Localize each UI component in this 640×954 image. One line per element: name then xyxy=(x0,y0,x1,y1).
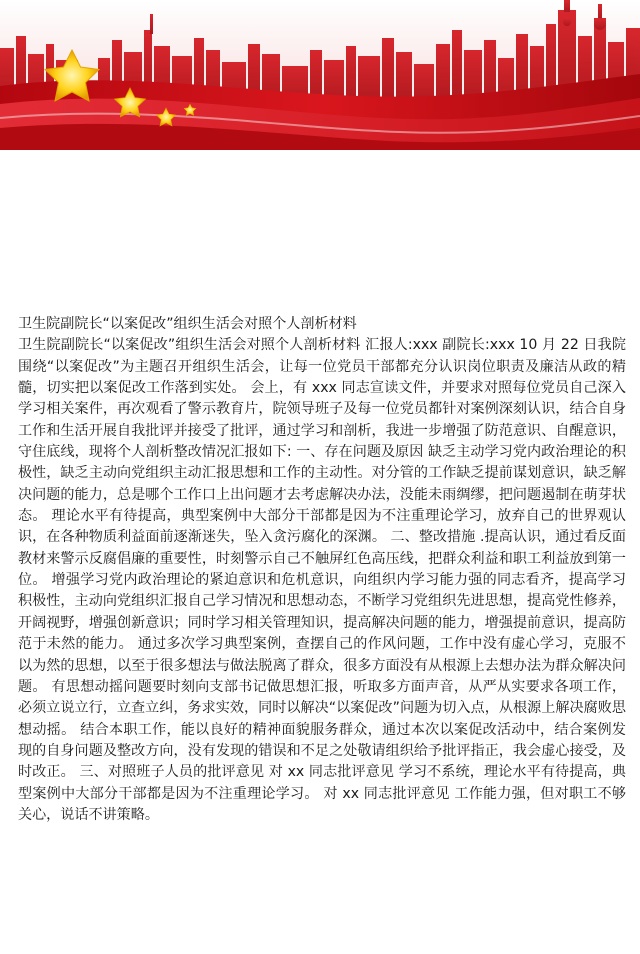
document-title: 卫生院副院长“以案促改”组织生活会对照个人剖析材料 xyxy=(18,316,357,332)
document-text xyxy=(18,314,626,826)
document-body: 卫生院副院长“以案促改”组织生活会对照个人剖析材料 汇报人:xxx 副院长:xxx 10 月 22 日我院围绕“以案促改”为主题召开组织生活会，让每一位党员干部都充分认识岗位职责及廉洁从政的精髓，切实把以案促改工作落到实处。 会上，有 xxx 同志宣读文件，并要求对照每位党员自己深入学习相关案件，再次观看了警示教育片，院领导班子及每一位党员都针对案例深刻认识，结合自身工作和生活开展自我批评并接受了批评，通过学习和剖析，我进一步增强了防范意识、自醒意识，守住底线，现将个人剖析整改情况汇报如下: 一、存在问题及原因 缺乏主动学习党内政治理论的积极性，缺乏主动向党组织主动汇报思想和工作的主动性。对分管的工作缺乏提前谋划意识，缺乏解决问题的能力，总是哪个工作口上出问题才去考虑解决办法，没能未雨绸缪，把问题遏制在萌芽状态。 理论水平有待提高，典型案例中大部分干部都是因为不注重理论学习，放弃自己的世界观认识，在各种物质利益面前逐渐迷失，坠入贪污腐化的深渊。 二、整改措施 .提高认识，通过看反面教材来警示反腐倡廉的重要性，时刻警示自己不触屏红色高压线，把群众利益和职工利益放到第一位。 增强学习党内政治理论的紧迫意识和危机意识，向组织内学习能力强的同志看齐，提高学习积极性，主动向党组织汇报自己学习情况和思想动态，不断学习党组织先进思想，提高党性修养，开阔视野，增强创新意识；同时学习相关管理知识，提高解决问题的能力，增强提前意识，提高防范于未然的能力。 通过多次学习典型案例，查摆自己的作风问题，工作中没有虚心学习，克服不以为然的思想，以至于很多想法与做法脱离了群众，很多方面没有从根源上去想办法为群众解决问题。 有思想动摇问题要时刻向支部书记做思想汇报，听取多方面声音，从严从实要求各项工作，必须立说立行，立查立纠，务求实效，同时以解决“以案促改”问题为切入点，从根源上解决腐败思想动摇。 结合本职工作，能以良好的精神面貌服务群众，通过本次以案促改活动中，结合案例发现的自身问题及整改方向，没有发现的错误和不足之处敬请组织给予批评指正，我会虚心接受，及时改正。 三、对照班子人员的批评意见 对 xx 同志批评意见 学习不系统，理论水平有待提高，典型案例中大部分干部都是因为不注重理论学习。 对 xx 同志批评意见 工作能力强，但对职工不够关心，说话不讲策略。 xyxy=(18,337,626,823)
header-banner xyxy=(0,0,640,150)
banner-illustration xyxy=(0,0,640,150)
